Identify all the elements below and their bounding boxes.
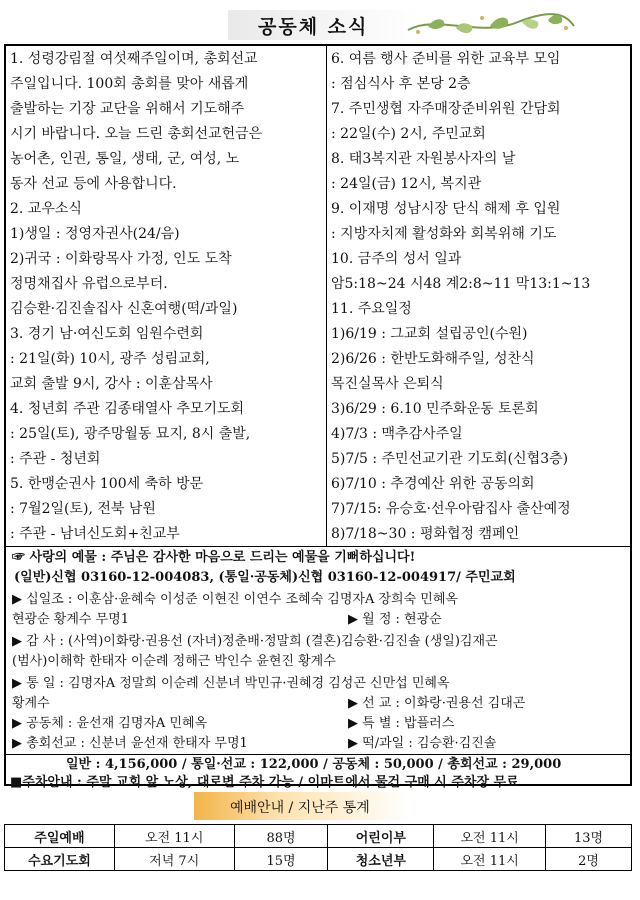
worship-stats-table [4,824,632,871]
worship-title: 예배안내 / 지난주 통계 [230,800,370,816]
page-header [0,4,640,44]
news-line: : 주관 - 남녀신도회+친교부 [10,526,180,542]
service-name: 주일예배 [5,825,115,848]
news-line: 5)7/5 : 주민선교기관 기도회(신협3층) [331,451,569,467]
page-title: 공동체 소식 [258,16,369,38]
news-line: 출발하는 기장 교단을 위해서 기도해주 [10,101,245,117]
news-line: 1)생일 : 정영자권사(24/음) [10,226,180,242]
news-line: 목진실목사 은퇴식 [331,376,444,392]
offering-right-line: ▶ 월 정 : 현광순 [348,612,442,627]
offering-line: ▶ 통 일 : 김명자A 정말희 이순례 신분녀 박민규·권혜경 김성곤 신만섭 민혜옥 [12,676,450,691]
offering-totals: 일반 : 4,156,000 / 통일·선교 : 122,000 / 공동체 : 50,000 / 총회선교 : 29,000 [66,757,562,772]
news-line: 2. 교우소식 [10,201,82,217]
news-frame [4,44,632,790]
news-line: 김승환·김진솔집사 신혼여행(떡/과일) [10,301,238,317]
news-line: 정명채집사 유럽으로부터. [10,276,168,292]
news-line: : 점심식사 후 본당 2층 [331,76,471,92]
attendance-count: 88명 [234,825,328,848]
offering-line: 현광순 황계수 무명1 [12,612,129,627]
offering-accounts: (일반)신협 03160-12-004083, (통일·공동체)신협 03160-12-004917/ 주민교회 [14,570,516,585]
news-line: 6. 여름 행사 준비를 위한 교육부 모임 [331,51,561,67]
offering-line: ▶ 총회선교 : 신분녀 윤선재 한태자 무명1 [12,736,248,751]
table-row [5,825,632,848]
news-line: 6)7/10 : 추경예산 위한 공동의회 [331,476,535,492]
news-line: 5. 한맹순권사 100세 축하 방문 [10,476,204,492]
news-line: 주일입니다. 100회 총회를 맞아 새롭게 [10,76,249,92]
offering-right-line: ▶ 떡/과일 : 김승환·김진솔 [348,736,497,751]
news-line: 11. 주요일정 [331,301,412,317]
news-line: : 24일(금) 12시, 복지관 [331,176,482,192]
news-line: 교회 출발 9시, 강사 : 이훈삼목사 [10,376,213,392]
offering-heading: ☞ 사랑의 예물 : 주님은 감사한 마음으로 드리는 예물을 기뻐하십니다! [12,550,416,565]
offering-right-line: ▶ 선 교 : 이화랑·권용선 김대곤 [348,696,526,711]
news-line: 4. 청년회 주관 김종태열사 추모기도회 [10,401,245,417]
offering-line: ▶ 공동체 : 윤선재 김명자A 민혜옥 [12,716,208,731]
service-name: 청소년부 [328,848,434,871]
news-line: 1. 성령강림절 여섯째주일이며, 총회선교 [10,51,258,67]
news-line: 4)7/3 : 맥추감사주일 [331,426,463,442]
news-line: 7)7/15: 유승호·선우아람집사 출산예정 [331,501,571,517]
service-name: 어린이부 [328,825,434,848]
service-time: 오전 11시 [434,825,546,848]
news-line: 농어촌, 인권, 통일, 생태, 군, 여성, 노 [10,151,240,167]
news-line: : 7월2일(토), 전북 남원 [10,501,156,517]
offering-line: ▶ 감 사 : (사역)이화랑·권용선 (자녀)정춘배·정말희 (결혼)김승환·김진솔 (생일)김재곤 [12,634,498,649]
news-left-column [6,46,327,546]
offering-line: 황계수 [12,696,50,711]
news-line: 암5:18~24 시48 계2:8~11 막13:1~13 [331,276,591,292]
totals-section [6,754,630,793]
news-line: 1)6/19 : 그교회 설립공인(수원) [331,326,528,342]
service-time: 오전 11시 [434,848,546,871]
news-line: 동자 선교 등에 사용합니다. [10,176,177,192]
offering-line: (범사)이해학 한태자 이순례 정해근 박인수 윤현진 황계수 [12,654,336,669]
attendance-count: 2명 [546,848,632,871]
attendance-count: 13명 [546,825,632,848]
news-line: 2)6/26 : 한반도화해주일, 성찬식 [331,351,535,367]
table-row [5,848,632,871]
parking-info: ■주차안내 : 주말 교회 앞 노상, 대로변 주차 가능 / 이마트에서 물건 구매 시 주차장 무료 [10,775,519,790]
news-line: 10. 금주의 성서 일과 [331,251,462,267]
leaf-vine-icon [398,4,578,44]
news-line: 8)7/18~30 : 평화협정 캠페인 [331,526,520,542]
news-line: 3. 경기 남·여신도회 임원수련회 [10,326,204,342]
offering-line: ▶ 십일조 : 이훈삼·윤혜숙 이성준 이현진 이연수 조혜숙 김명자A 장희숙 민혜옥 [12,592,458,607]
news-line: : 25일(토), 광주망월동 묘지, 8시 출발, [10,426,251,442]
service-time: 오전 11시 [114,825,234,848]
attendance-count: 15명 [234,848,328,871]
news-line: 3)6/29 : 6.10 민주화운동 토론회 [331,401,539,417]
news-line: 시기 바랍니다. 오늘 드린 총회선교헌금은 [10,126,263,142]
news-line: 2)귀국 : 이화랑목사 가정, 인도 도착 [10,251,232,267]
offering-section [6,546,630,755]
service-name: 수요기도회 [5,848,115,871]
news-line: : 22일(수) 2시, 주민교회 [331,126,486,142]
news-line: : 주관 - 청년회 [10,451,101,467]
news-line: 7. 주민생협 자주매장준비위원 간담회 [331,101,561,117]
news-line: : 21일(화) 10시, 광주 성림교회, [10,351,210,367]
offering-right-line: ▶ 특 별 : 밥플러스 [348,716,455,731]
news-right-column [327,46,630,546]
news-line: 9. 이재명 성남시장 단식 해제 후 입원 [331,201,561,217]
news-line: : 지방자치제 활성화와 회복위해 기도 [331,226,557,242]
news-line: 8. 태3복지관 자원봉사자의 날 [331,151,516,167]
service-time: 저녁 7시 [114,848,234,871]
